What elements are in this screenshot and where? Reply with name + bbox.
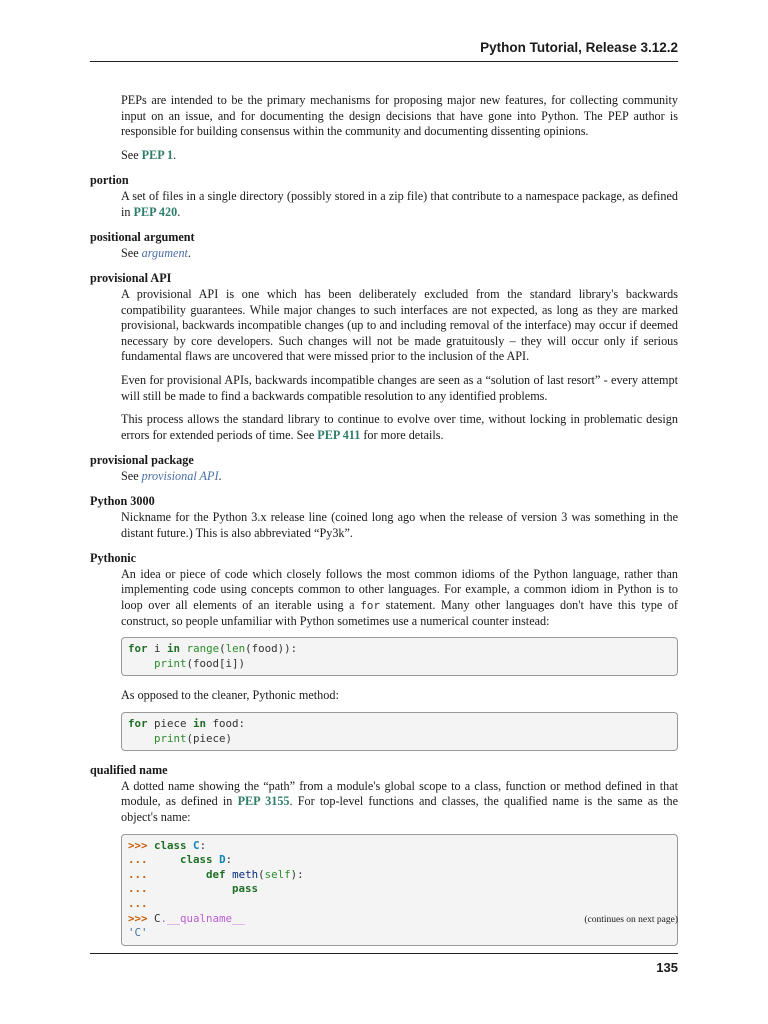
portion-text: A set of files in a single directory (possibly stored in a zip file) that contribute to a namespace package, as defined in [121, 188, 678, 219]
code-token: for [128, 642, 148, 656]
period: . [218, 468, 222, 483]
def-positional-argument [90, 246, 678, 262]
period: . [173, 147, 177, 162]
provisional-api-link[interactable]: provisional API [141, 468, 219, 483]
code-token: >>> [128, 838, 155, 852]
code-block-qualname: >>> class C: ... class D: ... def meth(self): ... pass ... >>> C.__qualname__ 'C' [121, 834, 678, 946]
code-token: 'C' [128, 926, 148, 940]
p3-suffix: for more details. [360, 427, 444, 442]
pep-420-link[interactable]: PEP 420 [133, 204, 178, 219]
page-number: 135 [656, 960, 678, 975]
provisional-api-p2: Even for provisional APIs, backwards incompatible changes are seen as a “solution of last resort” - every attempt will still be made to find a backwards compatible resolution to any identified problems. [121, 372, 678, 403]
code-token: ... [128, 867, 148, 881]
code-token: len [225, 642, 246, 656]
term-python-3000: Python 3000 [90, 494, 155, 509]
code-token: ... [128, 853, 148, 867]
p1-text: A dotted name showing the “path” from a module's global scope to a class, function or method defined in that module, as defined in [121, 778, 678, 809]
page-footer [90, 953, 678, 975]
code-token: self [264, 867, 291, 881]
code-token: print [154, 656, 187, 670]
code-token: .__qualname__ [160, 911, 246, 925]
code-block-pythonic-loop: for piece in food: print(piece) [121, 712, 678, 751]
p1-suffix: statement. Many other languages don't have this type of construct, so people unfamiliar with Python sometimes use a numerical counter instead: [121, 598, 678, 628]
page-header [90, 40, 678, 62]
p1-suffix: . For top-level functions and classes, the qualified name is the same as the object's name: [121, 794, 678, 824]
term-qualified-name: qualified name [90, 763, 168, 778]
def-python-3000 [90, 510, 678, 541]
term-portion: portion [90, 173, 129, 188]
code-token: meth [232, 867, 259, 881]
pep-3155-link[interactable]: PEP 3155 [237, 794, 290, 809]
term-provisional-api: provisional API [90, 271, 172, 286]
p3-text: This process allows the standard library to continue to evolve over time, without locking in problematic design errors for extended periods of time. See [121, 412, 678, 442]
code-block-counter-loop: for i in range(len(food)): print(food[i]) [121, 637, 678, 676]
pep-411-link[interactable]: PEP 411 [317, 427, 361, 442]
python-3000-text: Nickname for the Python 3.x release line (coined long ago when the release of version 3 was something in the distant future.) This is also abbreviated “Py3k”. [121, 510, 678, 540]
code-token: for [128, 717, 148, 730]
def-pythonic [90, 567, 678, 751]
code-token: range [186, 642, 220, 656]
see-text: See [121, 245, 142, 260]
code-token: ... [128, 896, 148, 910]
code-token: C [193, 838, 200, 852]
p1-text: An idea or piece of code which closely follows the most common idioms of the Python language, rather than implementing code using concepts common to other languages. For example, a common idiom in Python is to loop over all elements of an iterable using a [121, 566, 678, 613]
code-token: in [167, 642, 181, 656]
pep-entry-continuation [90, 93, 678, 163]
def-provisional-api [90, 287, 678, 443]
def-provisional-package [90, 469, 678, 485]
pythonic-p2: As opposed to the cleaner, Pythonic method: [121, 688, 339, 703]
code-token: class [180, 853, 213, 867]
pythonic-p1 [121, 567, 678, 629]
code-token: pass [232, 882, 259, 896]
period: . [187, 245, 191, 260]
pep-see-line [121, 148, 678, 164]
code-token: ... [128, 882, 148, 896]
code-token: in [193, 717, 207, 730]
argument-link[interactable]: argument [141, 245, 188, 260]
qualified-name-p1 [121, 779, 678, 826]
continues-note: (continues on next page) [584, 915, 678, 925]
see-text: See [121, 468, 142, 483]
term-positional-argument: positional argument [90, 230, 195, 245]
provisional-api-p3 [121, 412, 678, 443]
code-token: def [206, 867, 226, 881]
document-title: Python Tutorial, Release 3.12.2 [480, 40, 678, 55]
code-token: print [154, 731, 187, 745]
code-token: D [219, 853, 226, 867]
code-token: >>> [128, 911, 155, 925]
pep-1-link[interactable]: PEP 1 [141, 147, 174, 162]
inline-code-for: for [360, 599, 381, 613]
glossary-content [90, 93, 678, 958]
pep-intro-paragraph: PEPs are intended to be the primary mechanisms for proposing major new features, for collecting community input on an issue, and for documenting the design decisions that have gone into Python. The PEP author is responsible for building consensus within the community and documenting dissenting opinions. [121, 93, 678, 139]
provisional-api-p1: A provisional API is one which has been deliberately excluded from the standard library's backwards compatibility guarantees. While major changes to such interfaces are not expected, as long as they are marked provisional, backwards incompatible changes (up to and including removal of the interface) may occur if deemed necessary by core developers. Such changes will not be made gratuitously – they will occur only if serious fundamental flaws are uncovered that were missed prior to the inclusion of the API. [121, 286, 678, 364]
def-portion [90, 189, 678, 220]
term-pythonic: Pythonic [90, 551, 137, 566]
code-token: class [154, 838, 187, 852]
term-provisional-package: provisional package [90, 453, 194, 468]
see-text: See [121, 147, 142, 162]
period: . [177, 204, 181, 219]
